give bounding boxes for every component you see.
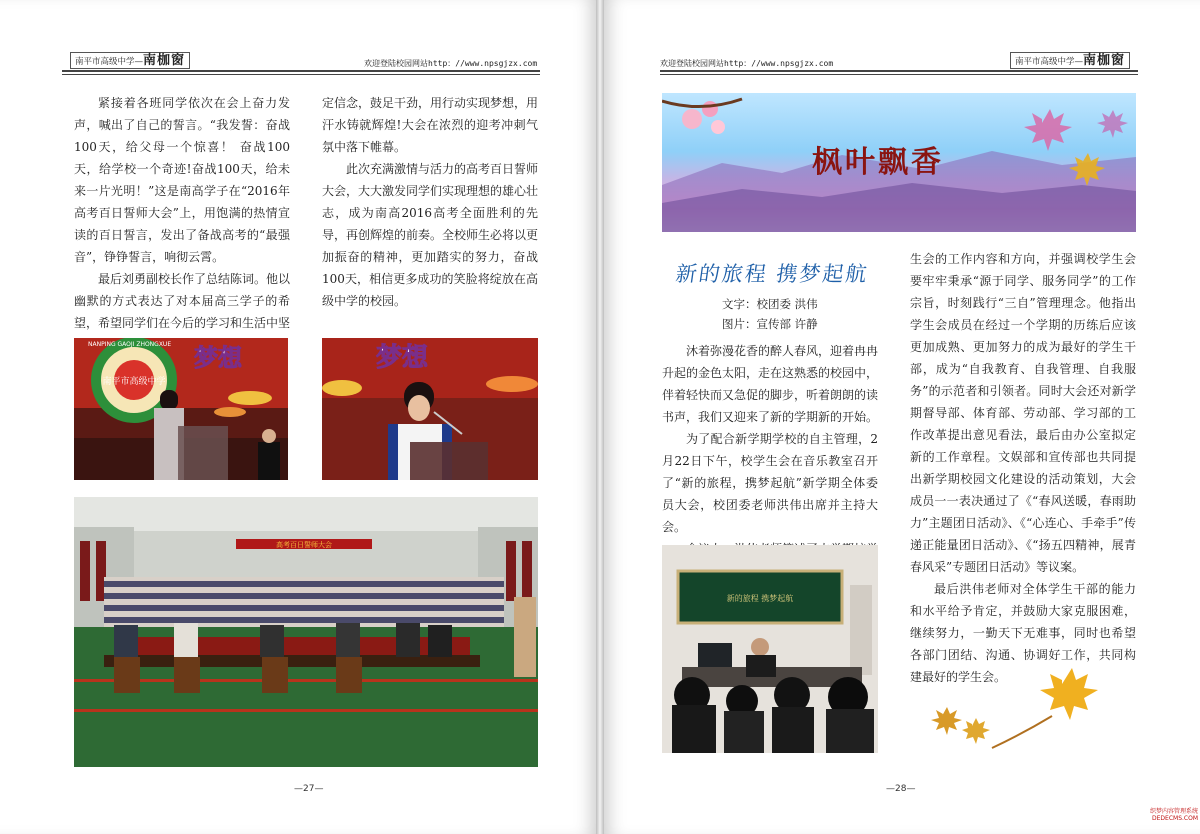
left-header-rule [62, 70, 540, 72]
photo-student-speech-1-image [74, 338, 288, 480]
left-header-logo: 南枷窗 [143, 53, 186, 68]
left-col2-paragraph-1: 定信念，鼓足干劲，用行动实现梦想，用汗水铸就辉煌!大会在浓烈的迎考冲刺气氛中落下帷幕。 [322, 96, 539, 154]
watermark-line-2: DEDECMS.COM [1152, 815, 1199, 822]
left-page-number: —27— [294, 784, 324, 794]
left-col1-paragraph-2: 最后刘勇副校长作了总结陈词。他以幽默的方式表达了对本届高三学子的希望，希望同学们在今后的学习和生活中坚 [74, 272, 291, 330]
credit-text: 文字：校团委 洪伟 [722, 297, 818, 311]
photo-assembly-hall-image [74, 497, 538, 767]
credit-photo: 图片：宣传部 许静 [722, 317, 818, 331]
maple-leaves-decoration [922, 664, 1102, 754]
book-spine [596, 0, 604, 834]
maple-leaf-icon [1024, 109, 1072, 151]
photo-student-speech-1 [74, 338, 288, 480]
right-text-column-1 [662, 340, 878, 560]
photo-stage-sign-text: 梦想 [194, 344, 242, 372]
photo-student-speech-2 [322, 338, 538, 480]
left-header-rule-thin [62, 74, 540, 75]
right-col2-paragraph-2: 最后洪伟老师对全体学生干部的能力和水平给予肯定，并鼓励大家克服困难，继续努力，一勤天下无难事，同时也希望各部门团结、沟通、协调好工作，共同构建最好的学生会。 [910, 582, 1136, 684]
photo-assembly-hall [74, 497, 538, 767]
right-col1-paragraph-1: 沐着弥漫花香的醉人春风，迎着冉冉升起的金色太阳，走在这熟悉的校园中，伴着轻快而又急促的脚步，听着朗朗的读书声，我们又迎来了新的学期新的开始。 [662, 344, 879, 424]
left-header-school-box [70, 52, 190, 69]
photo-meeting-image [662, 545, 878, 753]
watermark [1150, 808, 1198, 822]
right-col2-paragraph-1: 生会的工作内容和方向，并强调校学生会要牢牢秉承“源于同学、服务同学”的工作宗旨，时刻践行“三自”管理理念。他指出学生会成员在经过一个学期的历练后应该更加成熟、更加努力的成为最好的学生干部，成为“自我教育、自我管理、自我服务”的示范者和引领者。同时大会还对新学期督导部、体育部、劳动部、学习部的工作改革提出意见看法，最后由办公室拟定新的工作章程。文娱部和宣传部也共同提出新学期校园文化建设的活动策划，大会成员一一表决通过了《“春风送暖，春雨助力”主题团日活动》、《“心连心、手牵手”传递正能量团日活动》、《“扬五四精神，展青春风采”专题团日活动》等议案。 [910, 252, 1136, 574]
right-page-number: —28— [886, 784, 916, 794]
photo-hall-banner-text: 高考百日誓师大会 [276, 541, 332, 549]
right-col1-paragraph-2: 为了配合新学期学校的自主管理，2月22日下午，校学生会在音乐教室召开了“新的旅程，携梦起航”新学期全体委员大会，校团委老师洪伟出席并主持大会。 [662, 432, 878, 534]
right-header-rule-thin [660, 74, 1138, 75]
maple-leaf-icon [1097, 110, 1128, 138]
photo2-stage-sign-text: 梦想 [376, 343, 429, 373]
banner-title: 枫叶飘香 [812, 145, 944, 180]
photo-meeting [662, 545, 878, 753]
watermark-line-1: 织梦内容管理系统 [1150, 808, 1199, 815]
left-header [0, 52, 596, 70]
left-col1-paragraph-1: 紧接着各班同学依次在会上奋力发声，喊出了自己的誓言。“我发誓：奋战100天，给父母一个惊喜！ 奋战100天，给学校一个奇迹!奋战100天，给未来一片光明！”这是南高学子在“2016年高考百日誓师大会”上，用饱满的热情宣读的百日誓言，发出了备战高考的“最强音”，铮铮誓言，响彻云霄。 [74, 96, 290, 264]
left-header-website: 欢迎登陆校园网站http：//www.npsgjzx.com [364, 59, 538, 68]
maple-leaf-icon [931, 707, 962, 735]
photo-emblem-ring-text: NANPING GAOJI ZHONGXUE [88, 341, 172, 348]
left-text-column-1 [74, 92, 290, 334]
maple-leaf-icon [1040, 668, 1098, 720]
photo-screen-text: 新的旅程 携梦起航 [726, 594, 794, 603]
left-col2-paragraph-2: 此次充满激情与活力的高考百日誓师大会，大大激发同学们实现理想的雄心壮志，成为南高2016高考全面胜利的先导，再创辉煌的前奏。全校师生必将以更加振奋的精神，更加踏实的努力，奋战100天，相信更多成功的笑脸将绽放在高级中学的校园。 [322, 162, 539, 308]
left-text-column-2 [322, 92, 538, 312]
right-header-rule [660, 70, 1138, 72]
right-page [604, 0, 1200, 834]
right-header-school-label: 南平市高级中学— [1015, 57, 1084, 67]
article-title: 新的旅程 携梦起航 [674, 262, 871, 286]
right-header [604, 52, 1200, 70]
right-text-column-2 [910, 248, 1136, 688]
right-header-website: 欢迎登陆校园网站http：//www.npsgjzx.com [660, 59, 834, 68]
left-header-school-label: 南平市高级中学— [75, 57, 144, 67]
right-header-school-box [1010, 52, 1130, 69]
section-banner [662, 93, 1136, 232]
left-page [0, 0, 596, 834]
photo-student-speech-2-image [322, 338, 538, 480]
right-header-logo: 南枷窗 [1083, 53, 1126, 68]
maple-leaf-icon [962, 718, 990, 744]
photo-emblem-cn-text: 南平市高级中学 [102, 377, 166, 387]
